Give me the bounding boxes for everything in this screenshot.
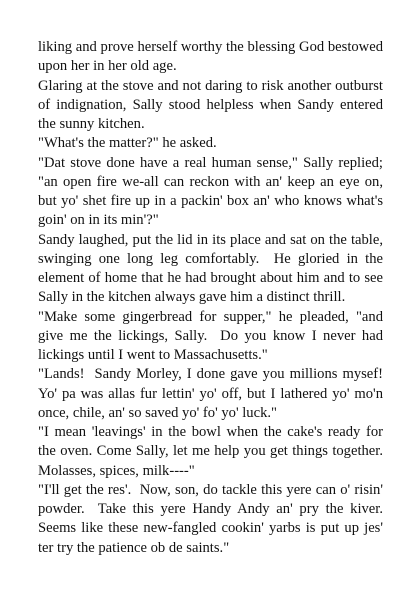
paragraph-7: "Lands! Sandy Morley, I done gave you millions mysef! Yo' pa was allas fur lettin' yo' off, but I lathered yo' mo'n once, chile, an' so saved yo' fo' yo' luck."	[38, 366, 391, 421]
paragraph-2: Glaring at the stove and not daring to risk another outburst of indignation, Sally stood helpless when Sandy entered the sunny kitchen.	[38, 77, 387, 132]
paragraph-8: "I mean 'leavings' in the bowl when the cake's ready for the oven. Come Sally, let me help you get things together. Molasses, spices, milk----"	[38, 424, 387, 479]
paragraph-1: liking and prove herself worthy the blessing God bestowed upon her in her old age.	[38, 39, 387, 75]
paragraph-9: "I'll get the res'. Now, son, do tackle this yere can o' risin' powder. Take this yere Handy Andy an' pry the kiver. Seems like these new-fangled cookin' yarbs is put up jes' ter try the patience ob de saints."	[38, 481, 391, 556]
page-text-block	[38, 38, 391, 558]
paragraph-4: "Dat stove done have a real human sense," Sally replied; "an open fire we-all can reckon with an' keep an eye on, but yo' shet fire up in a packin' box an' who knows what's goin' on in its min'?"	[38, 154, 387, 229]
paragraph-3: "What's the matter?" he asked.	[38, 135, 217, 152]
paragraph-5: Sandy laughed, put the lid in its place and sat on the table, swinging one long leg comfortably. He gloried in the element of home that he had brought about him and to see Sally in the kitchen always gave him a distinct thrill.	[38, 231, 387, 306]
paragraph-6: "Make some gingerbread for supper," he pleaded, "and give me the lickings, Sally. Do you know I never had lickings until I went to Massachusetts."	[38, 308, 387, 363]
